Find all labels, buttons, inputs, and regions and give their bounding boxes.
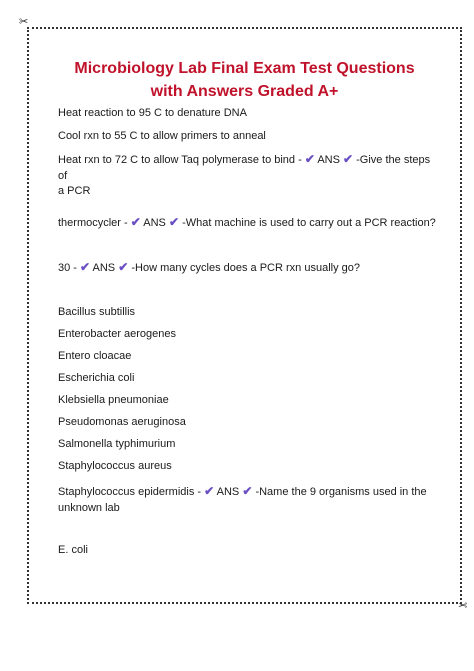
question-text-continued: unknown lab [58,501,120,514]
scissors-icon: ✂ [19,16,29,28]
answer-text: 30 - [58,262,81,274]
title-line-1: Microbiology Lab Final Exam Test Questions [74,60,415,77]
organism-item: Pseudomonas aeruginosa [58,416,186,428]
answer-line: Heat reaction to 95 C to denature DNA [58,107,247,119]
ans-marker: ANS [143,217,166,229]
answer-text: thermocycler - [58,217,131,229]
answer-line: Cool rxn to 55 C to allow primers to anneal [58,130,266,142]
organism-item: Escherichia coli [58,372,135,384]
qa-line-pcr-steps [58,152,438,200]
organism-item: Salmonella typhimurium [58,438,176,450]
check-icon: ✔ [242,484,253,498]
check-icon: ✔ [80,260,91,274]
check-icon: ✔ [304,152,315,166]
qa-line-cycles [58,260,438,277]
check-icon: ✔ [130,215,141,229]
question-text: -Name the 9 organisms used in the [255,486,427,498]
organism-item: Klebsiella pneumoniae [58,394,169,406]
organism-item: Staphylococcus aureus [58,460,172,472]
organism-item: Entero cloacae [58,350,132,362]
qa-line-thermocycler [58,215,438,232]
qa-line-organisms [58,484,438,516]
organism-item: Enterobacter aerogenes [58,328,177,340]
answer-text: Staphylococcus epidermidis - [58,486,205,498]
question-text: -Give the steps of [58,154,431,182]
title-line-2: with Answers Graded A+ [150,83,339,100]
ans-marker: ANS [92,262,116,274]
question-text-continued: a PCR [58,185,91,197]
check-icon: ✔ [343,152,354,166]
check-icon: ✔ [168,215,180,229]
question-text: -What machine is used to carry out a PCR reaction? [182,217,436,229]
answer-text: Heat rxn to 72 C to allow Taq polymerase to bind - [58,154,305,166]
scissors-icon: ✂ [458,598,468,610]
ans-marker: ANS [216,486,240,498]
organism-item: Bacillus subtillis [58,306,136,318]
question-text: -How many cycles does a PCR rxn usually go? [131,262,360,274]
check-icon: ✔ [204,484,215,498]
ans-marker: ANS [317,154,340,166]
check-icon: ✔ [118,260,129,274]
document-title [27,57,462,103]
answer-line: E. coli [58,544,88,556]
